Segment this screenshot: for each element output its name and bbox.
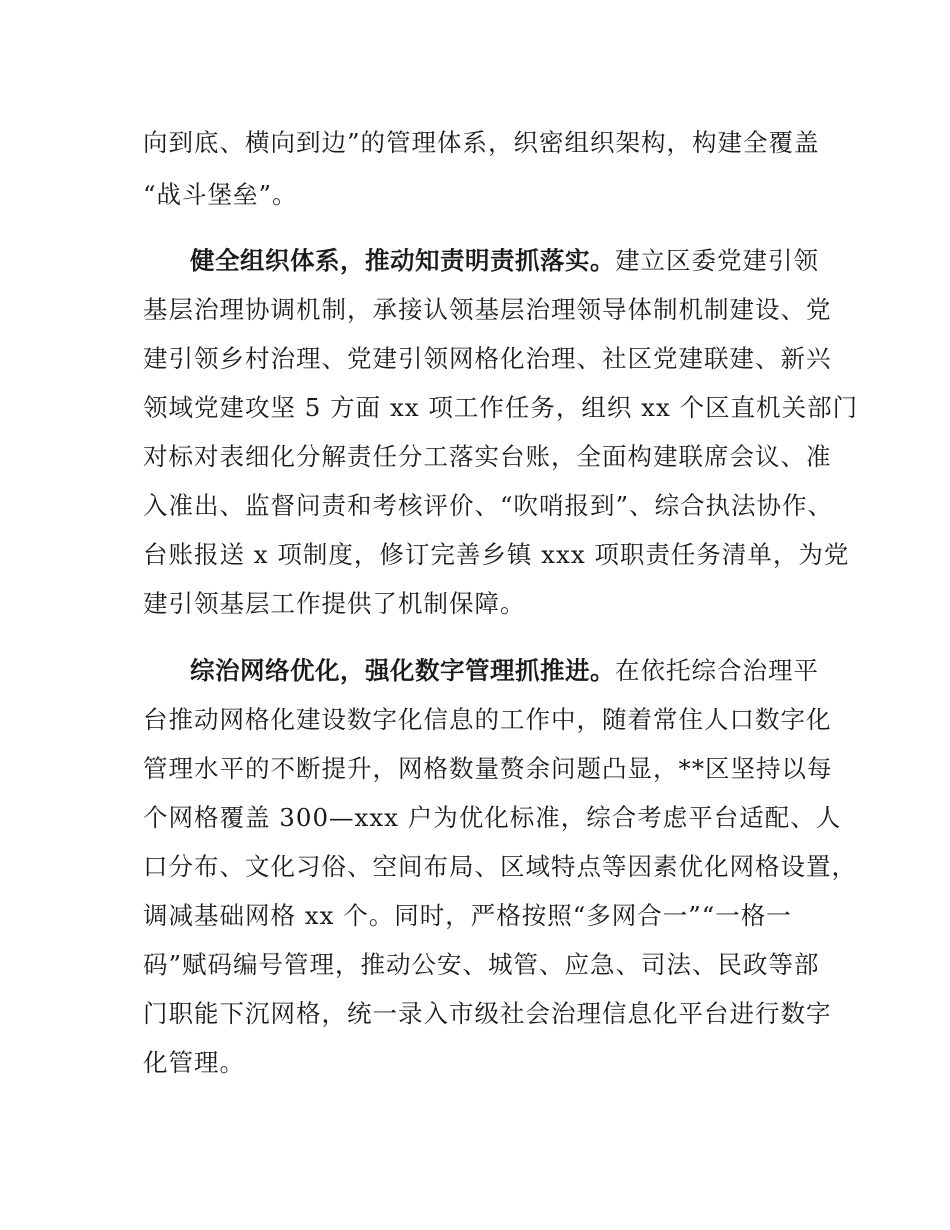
paragraph-text: 建立区委党建引领 bbox=[615, 246, 819, 275]
paragraph-line: 管理水平的不断提升，网格数量赘余问题凸显，**区坚持以每 bbox=[143, 754, 833, 783]
paragraph-line: 基层治理协调机制，承接认领基层治理领导体制机制建设、党 bbox=[143, 295, 832, 324]
paragraph-line: 码”赋码编号管理，推动公安、城管、应急、司法、民政等部 bbox=[143, 950, 820, 979]
paragraph-line: 口分布、文化习俗、空间布局、区域特点等因素优化网格设置， bbox=[143, 852, 857, 881]
paragraph-line: 向到底、横向到边”的管理体系，织密组织架构，构建全覆盖 bbox=[143, 128, 820, 157]
paragraph-line: 入准出、监督问责和考核评价、“吹哨报到”、综合执法协作、 bbox=[143, 491, 834, 520]
paragraph-line: 化管理。 bbox=[143, 1048, 245, 1077]
paragraph-heading: 健全组织体系，推动知责明责抓落实。 bbox=[190, 246, 615, 275]
paragraph-line: “战斗堡垒”。 bbox=[143, 180, 298, 209]
paragraph-line: 门职能下沉网格，统一录入市级社会治理信息化平台进行数字 bbox=[143, 999, 832, 1028]
paragraph-line: 建引领基层工作提供了机制保障。 bbox=[143, 589, 526, 618]
paragraph-first-line bbox=[190, 656, 819, 686]
paragraph-line: 台推动网格化建设数字化信息的工作中，随着常住人口数字化 bbox=[143, 705, 832, 734]
paragraph-line: 个网格覆盖 300—xxx 户为优化标准，综合考虑平台适配、人 bbox=[143, 803, 842, 832]
paragraph-text: 在依托综合治理平 bbox=[615, 656, 819, 685]
paragraph-line: 对标对表细化分解责任分工落实台账，全面构建联席会议、准 bbox=[143, 442, 832, 471]
paragraph-line: 调减基础网格 xx 个。同时，严格按照“多网合一”“一格一 bbox=[143, 901, 792, 930]
paragraph-first-line bbox=[190, 246, 819, 276]
paragraph-line: 领域党建攻坚 5 方面 xx 项工作任务，组织 xx 个区直机关部门 bbox=[143, 393, 859, 422]
paragraph-heading: 综治网络优化，强化数字管理抓推进。 bbox=[190, 656, 615, 685]
paragraph-line: 台账报送 x 项制度，修订完善乡镇 xxx 项职责任务清单，为党 bbox=[143, 540, 850, 569]
paragraph-line: 建引领乡村治理、党建引领网格化治理、社区党建联建、新兴 bbox=[143, 344, 832, 373]
